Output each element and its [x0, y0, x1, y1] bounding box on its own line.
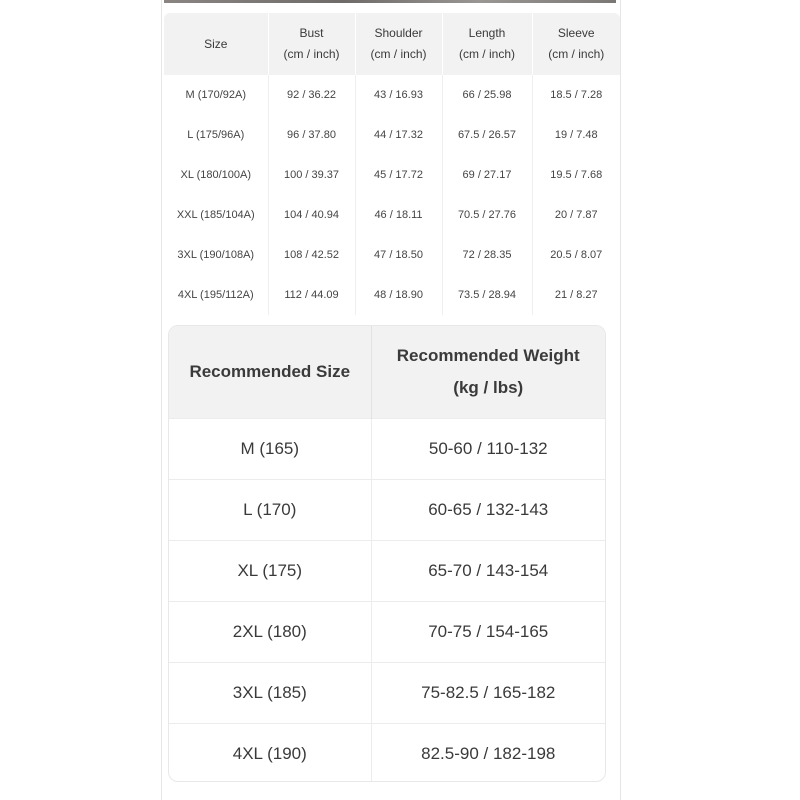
- bust-cell: 100 / 39.37: [268, 155, 355, 195]
- recommended-size-cell: L (170): [169, 480, 371, 541]
- shoulder-cell: 45 / 17.72: [355, 155, 442, 195]
- sleeve-cell: 21 / 8.27: [532, 275, 620, 315]
- sleeve-cell: 18.5 / 7.28: [532, 75, 620, 115]
- table-row: [164, 195, 620, 235]
- recommended-size-cell: XL (175): [169, 541, 371, 602]
- table-row: [169, 602, 605, 663]
- table-row: [169, 663, 605, 724]
- page-left-border: [161, 0, 162, 800]
- size-measurement-table: [164, 13, 620, 315]
- header-bust: Bust (cm / inch): [268, 13, 355, 75]
- bust-cell: 96 / 37.80: [268, 115, 355, 155]
- recommended-size-cell: M (165): [169, 419, 371, 480]
- size-table-header-row: [164, 13, 620, 75]
- table-row: [164, 235, 620, 275]
- recommended-size-cell: 2XL (180): [169, 602, 371, 663]
- recommended-weight-cell: 75-82.5 / 165-182: [371, 663, 605, 724]
- shoulder-cell: 44 / 17.32: [355, 115, 442, 155]
- table-row: [169, 480, 605, 541]
- shoulder-cell: 48 / 18.90: [355, 275, 442, 315]
- header-length: Length (cm / inch): [442, 13, 532, 75]
- size-cell: 4XL (195/112A): [164, 275, 268, 315]
- size-cell: L (175/96A): [164, 115, 268, 155]
- sleeve-cell: 20 / 7.87: [532, 195, 620, 235]
- sleeve-cell: 19 / 7.48: [532, 115, 620, 155]
- bust-cell: 92 / 36.22: [268, 75, 355, 115]
- recommended-weight-cell: 65-70 / 143-154: [371, 541, 605, 602]
- header-size: Size: [164, 13, 268, 75]
- table-row: [169, 724, 605, 783]
- length-cell: 73.5 / 28.94: [442, 275, 532, 315]
- page-right-border: [620, 0, 621, 800]
- header-shoulder: Shoulder (cm / inch): [355, 13, 442, 75]
- size-cell: M (170/92A): [164, 75, 268, 115]
- length-cell: 72 / 28.35: [442, 235, 532, 275]
- header-sleeve: Sleeve (cm / inch): [532, 13, 620, 75]
- table-row: [164, 75, 620, 115]
- sleeve-cell: 20.5 / 8.07: [532, 235, 620, 275]
- recommendation-header-row: [169, 326, 605, 419]
- shoulder-cell: 43 / 16.93: [355, 75, 442, 115]
- recommended-weight-cell: 82.5-90 / 182-198: [371, 724, 605, 783]
- recommended-size-cell: 3XL (185): [169, 663, 371, 724]
- size-recommendation-table: [169, 326, 605, 782]
- recommended-weight-cell: 60-65 / 132-143: [371, 480, 605, 541]
- shoulder-cell: 47 / 18.50: [355, 235, 442, 275]
- length-cell: 67.5 / 26.57: [442, 115, 532, 155]
- table-row: [169, 419, 605, 480]
- shoulder-cell: 46 / 18.11: [355, 195, 442, 235]
- header-recommended-size: Recommended Size: [169, 326, 371, 419]
- length-cell: 69 / 27.17: [442, 155, 532, 195]
- bust-cell: 112 / 44.09: [268, 275, 355, 315]
- length-cell: 66 / 25.98: [442, 75, 532, 115]
- header-recommended-weight: Recommended Weight (kg / lbs): [371, 326, 605, 419]
- sleeve-cell: 19.5 / 7.68: [532, 155, 620, 195]
- length-cell: 70.5 / 27.76: [442, 195, 532, 235]
- size-recommendation-card: [168, 325, 606, 782]
- table-row: [169, 541, 605, 602]
- bust-cell: 104 / 40.94: [268, 195, 355, 235]
- recommended-weight-cell: 50-60 / 110-132: [371, 419, 605, 480]
- size-cell: XL (180/100A): [164, 155, 268, 195]
- product-image-edge: [164, 0, 616, 3]
- size-cell: XXL (185/104A): [164, 195, 268, 235]
- table-row: [164, 275, 620, 315]
- table-row: [164, 155, 620, 195]
- recommended-weight-cell: 70-75 / 154-165: [371, 602, 605, 663]
- recommended-size-cell: 4XL (190): [169, 724, 371, 783]
- bust-cell: 108 / 42.52: [268, 235, 355, 275]
- size-cell: 3XL (190/108A): [164, 235, 268, 275]
- table-row: [164, 115, 620, 155]
